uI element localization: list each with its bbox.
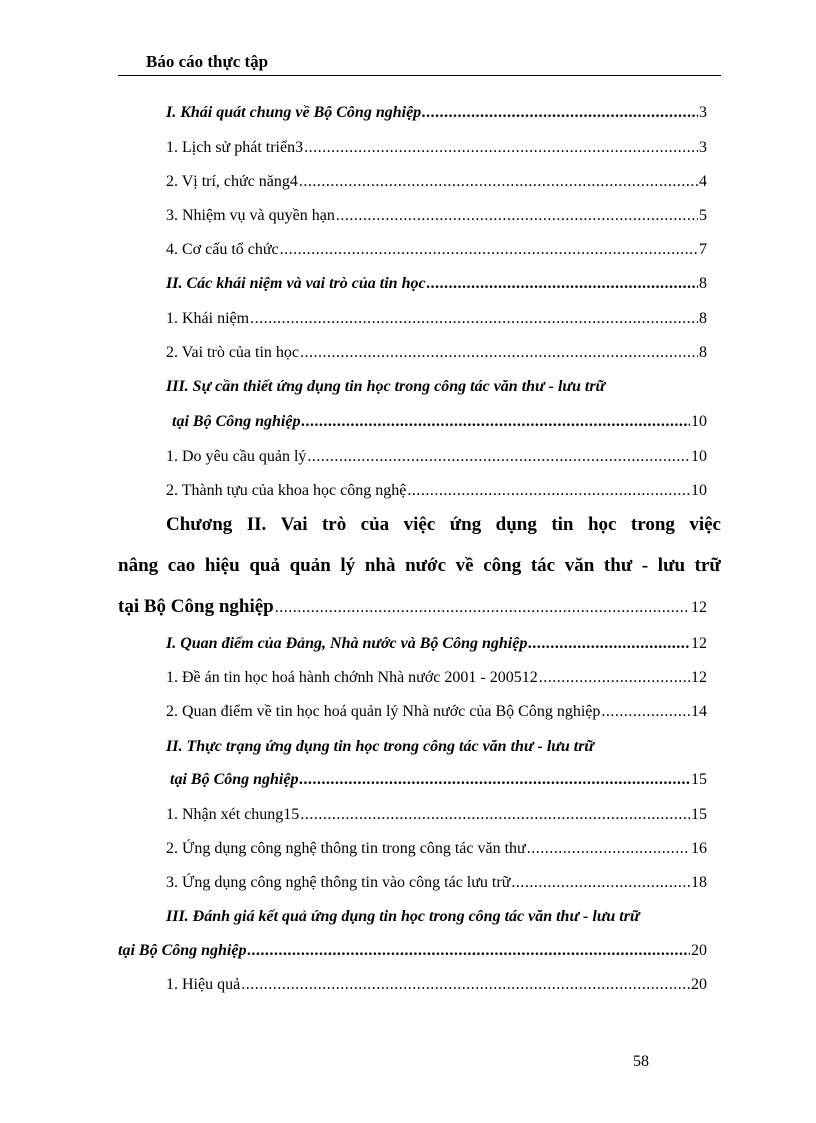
- dot-leader: [304, 139, 698, 157]
- toc-entry-title: 2. Vai trò của tin học: [166, 344, 300, 361]
- dot-leader: [250, 310, 698, 328]
- toc-entry-title: 4. Cơ cấu tổ chức: [166, 241, 279, 258]
- word: văn: [564, 555, 595, 576]
- toc-page-number: 7: [699, 241, 707, 258]
- toc-page-number: 12: [691, 635, 707, 652]
- toc-entry-c2s3[interactable]: [118, 942, 707, 960]
- toc-page-number: 3: [699, 104, 707, 121]
- toc-entry-c2s1-1[interactable]: [166, 669, 707, 687]
- toc-entry-c2s2[interactable]: [170, 771, 707, 789]
- word: quả: [249, 555, 280, 576]
- word: học: [587, 514, 617, 535]
- word: II.: [246, 514, 267, 535]
- word: cao: [167, 555, 196, 576]
- dot-leader: [307, 448, 690, 466]
- word: tác: [530, 555, 556, 576]
- dot-leader: [407, 482, 690, 500]
- toc-page-number: 20: [691, 942, 707, 959]
- toc-page-number: 10: [691, 413, 707, 430]
- toc-entry-c2s2-3[interactable]: [166, 874, 707, 892]
- toc-entry-title: 2. Quan điểm về tin học hoá quản lý Nhà nước của Bộ Công nghiệp: [166, 703, 601, 720]
- word: về: [455, 555, 474, 576]
- word: -: [641, 555, 649, 576]
- word: hiệu: [204, 555, 240, 576]
- running-header: Báo cáo thực tập: [146, 52, 269, 71]
- toc-page-number: 4: [699, 173, 707, 190]
- word: quản: [289, 555, 331, 576]
- toc-entry-title: 1. Khái niệm: [166, 310, 250, 327]
- dot-leader: [301, 413, 690, 431]
- toc-page-number: 16: [691, 840, 707, 857]
- dot-leader: [422, 104, 698, 122]
- toc-page-number: 10: [691, 482, 707, 499]
- dot-leader: [601, 703, 690, 721]
- toc-entry-s3-1[interactable]: [166, 448, 707, 466]
- toc-page-number: 18: [691, 874, 707, 891]
- toc-entry-s1[interactable]: [166, 104, 707, 122]
- toc-entry-c2s2-1[interactable]: [166, 806, 707, 824]
- toc-entry-title: II. Các khái niệm và vai trò của tin học: [166, 275, 426, 292]
- word: nước: [405, 555, 447, 576]
- dot-leader: [427, 275, 698, 293]
- toc-entry-s1-2[interactable]: [166, 173, 707, 191]
- toc-page-number: 8: [699, 310, 707, 327]
- toc-entry-s3-line1[interactable]: III. Sự cần thiết ứng dụng tin học trong công tác văn thư - lưu trữ: [166, 378, 606, 395]
- toc-entry-title: 3. Nhiệm vụ và quyền hạn: [166, 207, 335, 224]
- toc-page-number: 10: [691, 448, 707, 465]
- word: việc: [403, 514, 436, 535]
- toc-page-number: 12: [691, 599, 707, 616]
- dot-leader: [300, 806, 690, 824]
- word: của: [360, 514, 390, 535]
- toc-entry-s3[interactable]: [172, 413, 707, 431]
- word: tin: [551, 514, 574, 535]
- toc-entry-c2s1-2[interactable]: [166, 703, 707, 721]
- dot-leader: [241, 976, 690, 994]
- dot-leader: [299, 771, 690, 789]
- page-number: 58: [633, 1053, 649, 1070]
- toc-entry-title: I. Khái quát chung về Bộ Công nghiệp: [166, 104, 422, 121]
- dot-leader: [275, 599, 690, 617]
- word: trong: [630, 514, 675, 535]
- header-rule: [118, 75, 721, 76]
- toc-entry-s1-4[interactable]: [166, 241, 707, 259]
- toc-page-number: 15: [691, 806, 707, 823]
- toc-page-number: 8: [699, 275, 707, 292]
- toc-entry-title: 2. Thành tựu của khoa học công nghệ: [166, 482, 407, 499]
- toc-entry-title: tại Bộ Công nghiệp: [118, 596, 274, 617]
- toc-entry-s2-2[interactable]: [166, 344, 707, 362]
- toc-page-number: 20: [691, 976, 707, 993]
- toc-entry-title: 1. Đề án tin học hoá hành chớnh Nhà nước 2001 - 200512: [166, 669, 538, 686]
- toc-entry-title: 1. Nhận xét chung15: [166, 806, 300, 823]
- word: Chương: [166, 514, 233, 535]
- word: thư: [603, 555, 633, 576]
- toc-entry-c2s2-2[interactable]: [166, 840, 707, 858]
- word: trò: [321, 514, 347, 535]
- word: nhà: [364, 555, 396, 576]
- toc-page-number: 15: [691, 771, 707, 788]
- toc-entry-chapter-2[interactable]: [118, 596, 707, 618]
- word: Vai: [280, 514, 308, 535]
- toc-entry-title: 3. Ứng dụng công nghệ thông tin vào công tác lưu trữ: [166, 874, 511, 891]
- toc-entry-s1-3[interactable]: [166, 207, 707, 225]
- dot-leader: [300, 344, 698, 362]
- toc-entry-c2s2-line1[interactable]: II. Thực trạng ứng dụng tin học trong công tác văn thư - lưu trữ: [166, 738, 595, 755]
- word: trữ: [694, 555, 721, 576]
- toc-entry-c2s3-line1[interactable]: III. Đánh giá kết quả ứng dụng tin học trong công tác văn thư - lưu trữ: [166, 908, 640, 925]
- toc-page-number: 12: [691, 669, 707, 686]
- chapter-2-title-line1[interactable]: [166, 514, 721, 536]
- word: lưu: [657, 555, 686, 576]
- dot-leader: [527, 840, 690, 858]
- toc-entry-title: 1. Hiệu quả: [166, 976, 241, 993]
- toc-entry-title: 1. Lịch sử phát triển3: [166, 139, 304, 156]
- toc-entry-title: 2. Ứng dụng công nghệ thông tin trong công tác văn thư: [166, 840, 526, 857]
- word: ứng: [449, 514, 482, 535]
- dot-leader: [280, 241, 698, 259]
- word: nâng: [118, 555, 159, 576]
- dot-leader: [528, 635, 690, 653]
- toc-entry-title: I. Quan điểm của Đảng, Nhà nước và Bộ Công nghiệp: [166, 635, 528, 652]
- toc-page-number: 5: [699, 207, 707, 224]
- word: dụng: [495, 514, 537, 535]
- toc-entry-c2s3-1[interactable]: [166, 976, 707, 994]
- toc-page-number: 14: [691, 703, 707, 720]
- dot-leader: [336, 207, 698, 225]
- toc-entry-title: tại Bộ Công nghiệp: [118, 942, 247, 959]
- toc-entry-c2s1[interactable]: [166, 635, 707, 653]
- toc-entry-title: 1. Do yêu cầu quản lý: [166, 448, 307, 465]
- dot-leader: [539, 669, 690, 687]
- toc-entry-title: tại Bộ Công nghiệp: [170, 771, 299, 788]
- toc-entry-title: tại Bộ Công nghiệp: [172, 413, 301, 430]
- toc-entry-s3-2[interactable]: [166, 482, 707, 500]
- word: việc: [689, 514, 721, 535]
- toc-entry-s1-1[interactable]: [166, 139, 707, 157]
- toc-page-number: 3: [699, 139, 707, 156]
- chapter-2-title-line2[interactable]: [118, 555, 721, 577]
- toc-entry-title: 2. Vị trí, chức năng4: [166, 173, 298, 190]
- word: công: [483, 555, 522, 576]
- dot-leader: [247, 942, 690, 960]
- dot-leader: [299, 173, 698, 191]
- dot-leader: [511, 874, 690, 892]
- word: lý: [340, 555, 356, 576]
- toc-entry-s2[interactable]: [166, 275, 707, 293]
- toc-page-number: 8: [699, 344, 707, 361]
- toc-entry-s2-1[interactable]: [166, 310, 707, 328]
